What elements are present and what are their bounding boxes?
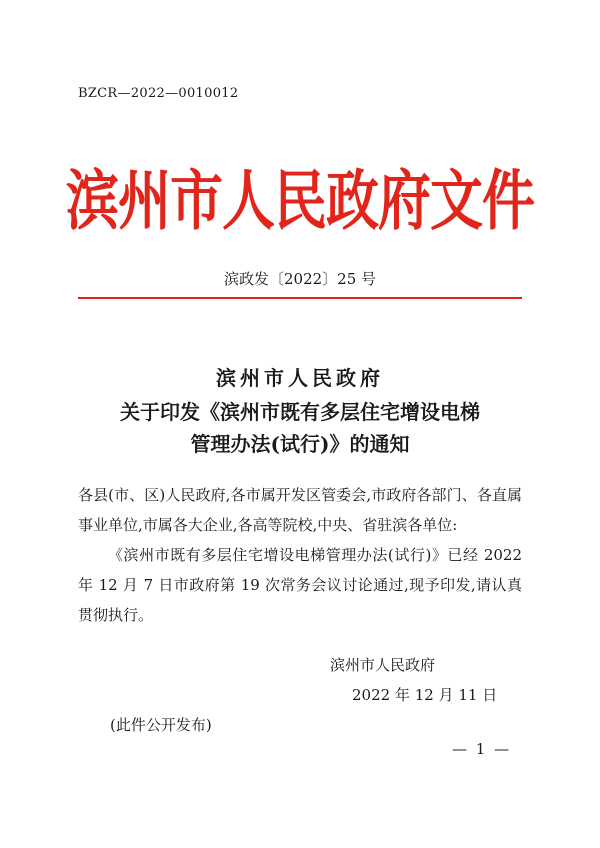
publication-note: (此件公开发布): [110, 716, 212, 734]
signing-date: 2022 年 12 月 11 日: [352, 686, 498, 704]
document-number: 滨政发〔2022〕25 号: [223, 270, 377, 288]
title-subject-line1: 关于印发《滨州市既有多层住宅增设电梯: [120, 400, 480, 424]
signing-authority: 滨州市人民政府: [330, 656, 436, 674]
page-number: — 1 —: [452, 740, 512, 758]
body-paragraph: 《滨州市既有多层住宅增设电梯管理办法(试行)》已经 2022 年 12 月 7 日市政府第 19 次常务会议讨论通过,现予印发,请认真贯彻执行。: [78, 546, 522, 624]
title-subject-line2: 管理办法(试行)》的通知: [190, 432, 410, 456]
document-code: BZCR—2022—0010012: [78, 86, 239, 101]
red-header-title: 滨州市人民政府文件: [66, 164, 534, 240]
title-issuer: 滨州市人民政府: [216, 366, 384, 390]
addressee-paragraph: 各县(市、区)人民政府,各市属开发区管委会,市政府各部门、各直属事业单位,市属各大企业,各高等院校,中央、省驻滨各单位:: [78, 486, 522, 534]
red-separator-line: [78, 297, 522, 299]
